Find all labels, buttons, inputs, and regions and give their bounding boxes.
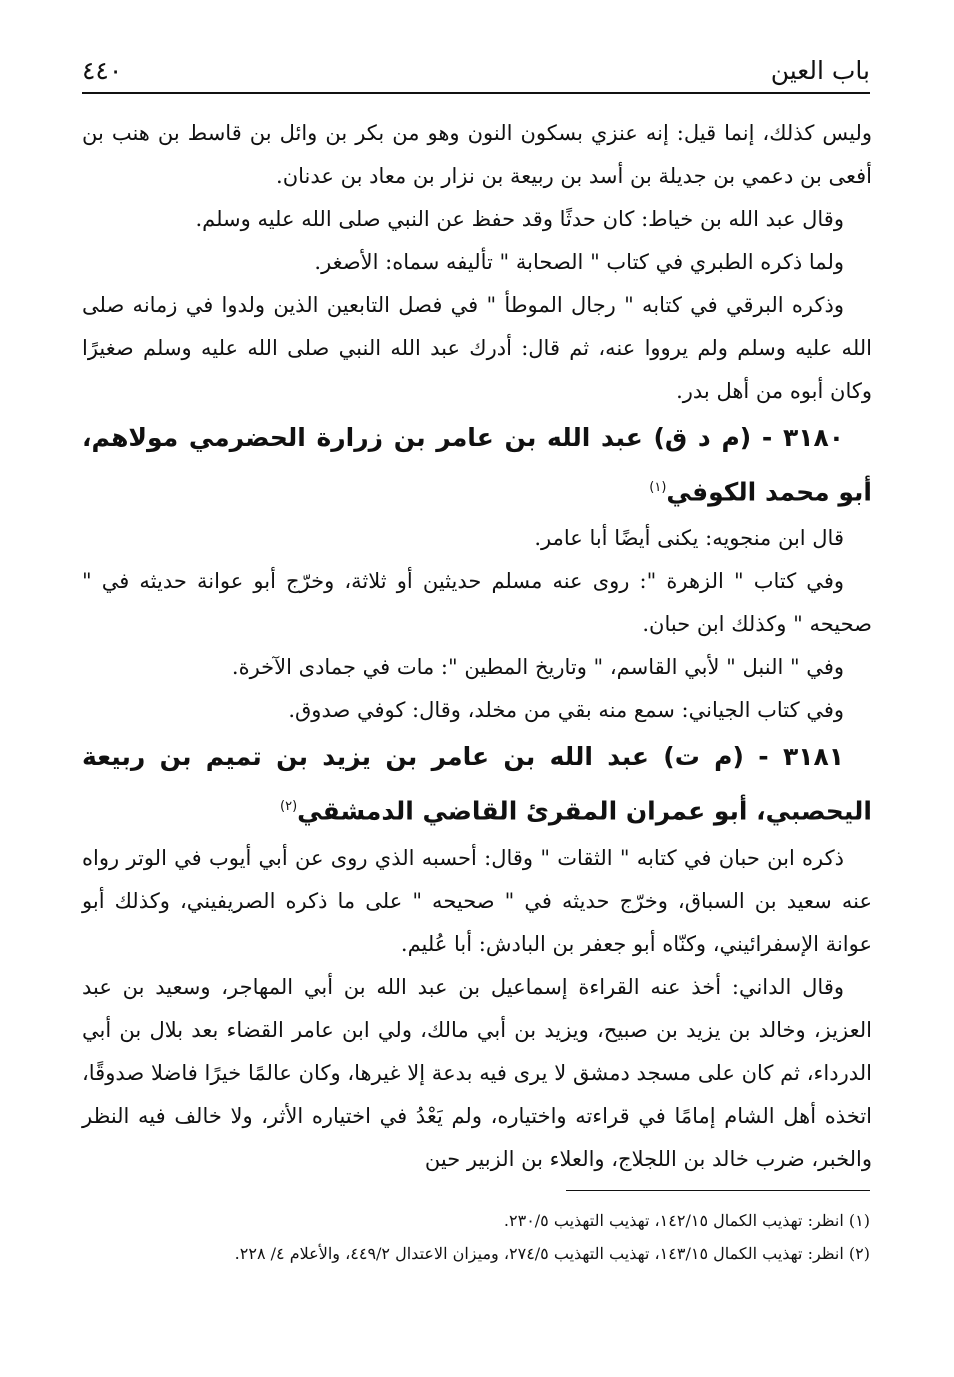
footnote: (٢) انظر: تهذيب الكمال ١٤٣/١٥، تهذيب التهذيب ٢٧٤/٥، وميزان الاعتدال ٤٤٩/٢، والأعلام ٤/ ٢٢٨.: [234, 1244, 870, 1263]
paragraph: وذكره البرقي في كتابه " رجال الموطأ " في فصل التابعين الذين ولدوا في زمانه صلى الله عليه وسلم ولم يرووا عنه، ثم قال: أدرك عبد الله النبي صلى الله عليه وسلم صغيرًا وكان أبوه من أهل بدر.: [82, 293, 872, 403]
footnote: (١) انظر: تهذيب الكمال ١٤٢/١٥، تهذيب التهذيب ٢٣٠/٥.: [503, 1211, 870, 1230]
entry-heading-text: ٣١٨٠ - (م د ق) عبد الله بن عامر بن زرارة الحضرمي مولاهم، أبو محمد الكوفي: [82, 423, 872, 507]
paragraph: وفي " النبل " لأبي القاسم، " وتاريخ المطين ": مات في جمادى الآخرة.: [231, 655, 844, 680]
footnote-divider: [566, 1190, 870, 1191]
entry-heading-text: ٣١٨١ - (م ت) عبد الله بن عامر بن يزيد بن تميم بن ربيعة اليحصبي، أبو عمران المقرئ القاضي الدمشقي: [82, 742, 872, 826]
page-number: ٤٤٠: [82, 56, 123, 85]
running-title: باب العين: [770, 56, 870, 85]
paragraph: قال ابن منجويه: يكنى أيضًا أبا عامر.: [534, 526, 844, 551]
entry-heading-3181: [82, 732, 872, 836]
paragraph: ذكره ابن حبان في كتابه " الثقات " وقال: أحسبه الذي روى عن أبي أيوب في الوتر رواه عنه سعيد بن السباق، وخرّج حديثه في " صحيحه " على ما ذكره الصريفيني، وكذلك أبو عوانة الإسفرائيني، وكنّاه أبو جعفر بن البادش: أبا عُليم.: [82, 845, 872, 956]
paragraph: وليس كذلك، إنما قيل: إنه عنزي بسكون النون وهو من بكر بن وائل بن قاسط بن هنب بن أفعى بن دعمي بن جديلة بن أسد بن ربيعة بن نزار بن معاد بن عدنان.: [82, 121, 872, 188]
footnote-ref: (٢): [280, 799, 298, 815]
paragraph: وفي كتاب " الزهرة ": روى عنه مسلم حديثين أو ثلاثة، وخرّج أبو عوانة حديثه في " صحيحه " وكذلك ابن حبان.: [82, 569, 872, 637]
page-header: [82, 52, 870, 94]
entry-heading-3180: [82, 413, 872, 517]
paragraph: وفي كتاب الجياني: سمع منه بقي من مخلد، وقال: كوفي صدوق.: [288, 698, 844, 723]
footnote-ref: (١): [649, 480, 667, 495]
paragraph: ولما ذكره الطبري في كتاب " الصحابة " تأليفه سماه: الأصغر.: [314, 250, 844, 274]
footnotes: [82, 1204, 870, 1270]
paragraph: وقال عبد الله بن خياط: كان حدثًا وقد حفظ عن النبي صلى الله عليه وسلم.: [195, 207, 844, 231]
main-text: [82, 112, 872, 1181]
paragraph: وقال الداني: أخذ عنه القراءة إسماعيل بن عبد الله بن أبي المهاجر، وسعيد بن عبد العزيز، وخالد بن يزيد بن صبيح، ويزيد بن أبي مالك، ولي ابن عامر القضاء بعد بلال بن أبي الدرداء، ثم كان على مسجد دمشق لا يرى فيه بدعة إلا غيرها، وكان عالمًا خيرًا فاضلا صدوقًا، اتخذه أهل الشام إمامًا في قراءته واختياره، ولم يَعْدُ في اختياره الأثر، ولا خالف فيه النظر والخبر، ضرب خالد بن اللجلاج، والعلاء بن الزبير حين: [82, 974, 872, 1171]
